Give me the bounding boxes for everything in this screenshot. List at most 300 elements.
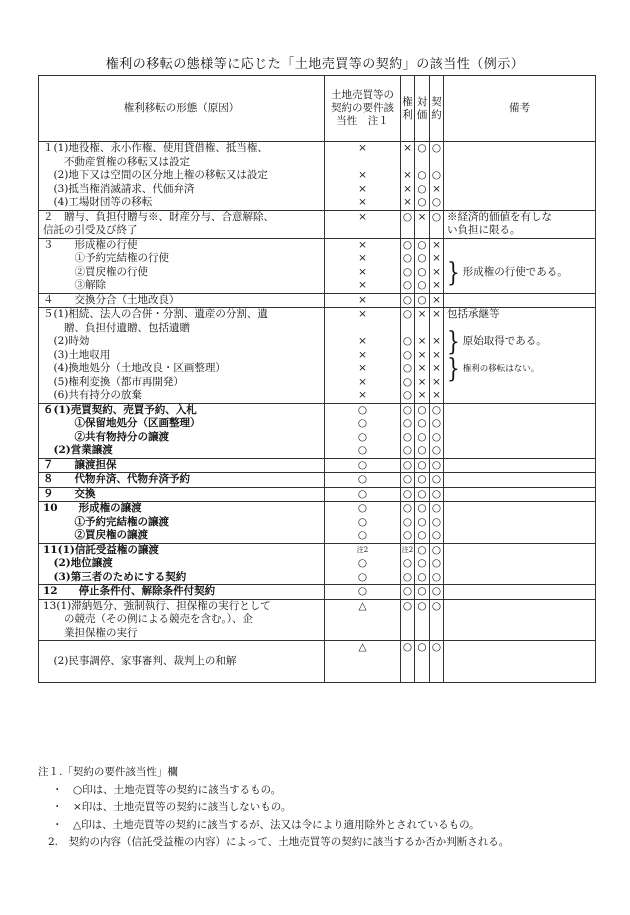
- consideration-mark-value: ○: [417, 458, 427, 471]
- right-mark-value: 注2: [401, 545, 414, 554]
- row-remarks: [444, 403, 596, 417]
- consideration-mark-value: ○: [417, 641, 427, 653]
- description-line: ①予約完結権の行使: [43, 252, 169, 264]
- table-row: [39, 349, 596, 363]
- header-requirement-line: 当性 注１: [336, 115, 389, 127]
- right-mark: [401, 238, 415, 252]
- requirement-mark-value: ○: [357, 403, 368, 416]
- row-description: [39, 210, 325, 238]
- table-row: [39, 362, 596, 376]
- row-remarks: [444, 238, 596, 252]
- right-mark-value: ○: [402, 389, 413, 401]
- requirement-mark: [325, 444, 401, 458]
- contract-mark-value: ○: [431, 169, 442, 181]
- remarks-line: [444, 389, 595, 403]
- consideration-mark: [415, 183, 430, 197]
- right-mark-value: ○: [402, 515, 413, 528]
- description-line: (2)時効: [43, 335, 90, 347]
- description-line: ②買戻権の譲渡: [43, 529, 148, 541]
- contract-mark: [430, 444, 444, 458]
- remarks-line: [444, 325, 595, 357]
- remarks-line: [444, 169, 595, 183]
- consideration-mark: [415, 266, 430, 280]
- table-row: [39, 308, 596, 336]
- table-row: [39, 183, 596, 197]
- right-mark: [401, 473, 415, 488]
- consideration-mark-value: ○: [417, 515, 427, 528]
- row-description: [39, 349, 325, 363]
- right-mark-value: ○: [402, 473, 413, 485]
- header-consideration-char: 価: [416, 108, 428, 121]
- table-row: [39, 502, 596, 516]
- table-row: [39, 252, 596, 266]
- contract-mark-value: ○: [431, 403, 442, 416]
- row-remarks: [444, 255, 596, 288]
- header-contract-char: 約: [431, 108, 442, 121]
- right-mark: [401, 516, 415, 530]
- right-mark: [401, 335, 415, 349]
- contract-mark: [430, 571, 444, 585]
- remarks-text: 権利の移転はない。: [462, 364, 540, 374]
- requirement-mark: [325, 362, 401, 376]
- table-row: [39, 458, 596, 473]
- description-line: 信託の引受及び終了: [43, 224, 138, 236]
- table-row: [39, 571, 596, 585]
- table-row: [39, 431, 596, 445]
- table-row: [39, 487, 596, 502]
- consideration-mark: [415, 543, 430, 557]
- requirement-mark-value: ×: [358, 210, 367, 223]
- description-line: ８ 代物弁済、代物弁済予約: [43, 473, 190, 485]
- contract-mark: [430, 641, 444, 683]
- right-mark-value: ○: [402, 444, 413, 456]
- row-description: [39, 502, 325, 516]
- row-remarks: [444, 196, 596, 210]
- contract-mark: [430, 308, 444, 336]
- requirement-mark-value: ○: [357, 458, 368, 471]
- contract-mark-value: ×: [432, 265, 441, 278]
- remarks-line: [444, 255, 595, 288]
- row-remarks: [444, 293, 596, 308]
- header-right-char: 利: [402, 108, 413, 121]
- requirement-mark-value: △: [358, 599, 367, 612]
- row-remarks: [444, 252, 596, 266]
- header-remarks: 備考: [444, 76, 596, 142]
- row-description: [39, 458, 325, 473]
- contract-mark-value: ○: [431, 570, 442, 583]
- right-mark-value: ×: [403, 196, 412, 208]
- row-remarks: [444, 529, 596, 543]
- requirement-mark: [325, 403, 401, 417]
- consideration-mark: [415, 238, 430, 252]
- requirement-mark: [325, 210, 401, 238]
- row-description: [39, 279, 325, 293]
- remarks-line: ※経済的価値を有しな: [447, 210, 552, 223]
- remarks-text: 原始取得である。: [462, 335, 547, 347]
- consideration-mark: [415, 417, 430, 431]
- contract-mark: [430, 473, 444, 488]
- contract-mark: [430, 502, 444, 516]
- right-mark: [401, 349, 415, 363]
- row-description: [39, 196, 325, 210]
- requirement-mark: [325, 585, 401, 600]
- requirement-mark-value: ○: [357, 557, 368, 569]
- table-row: [39, 543, 596, 557]
- contract-mark-value: ×: [432, 348, 441, 361]
- contract-mark: [430, 279, 444, 293]
- consideration-mark: [415, 349, 430, 363]
- description-line: ①予約完結権の譲渡: [43, 515, 169, 528]
- contract-mark: [430, 266, 444, 280]
- consideration-mark: [415, 516, 430, 530]
- right-mark: [401, 502, 415, 516]
- requirement-mark: [325, 529, 401, 543]
- contract-mark-value: ×: [432, 389, 441, 401]
- remarks-text: 形成権の行使である。: [462, 265, 568, 278]
- right-mark: [401, 403, 415, 417]
- consideration-mark-value: ×: [417, 308, 427, 320]
- consideration-mark-value: ○: [417, 293, 427, 306]
- row-description: [39, 543, 325, 557]
- description-line: ③解除: [43, 279, 106, 291]
- contract-mark-value: ○: [431, 543, 442, 556]
- consideration-mark: [415, 502, 430, 516]
- row-remarks: [444, 431, 596, 445]
- table-row: [39, 529, 596, 543]
- table-row: [39, 641, 596, 683]
- right-mark-value: ○: [402, 375, 413, 388]
- requirement-mark-value: ×: [358, 375, 367, 388]
- description-line: (6)共有持分の放棄: [43, 389, 142, 401]
- consideration-mark-value: ○: [417, 529, 427, 541]
- consideration-mark-value: ×: [417, 348, 427, 361]
- remarks-line: [444, 417, 595, 431]
- row-remarks: [444, 458, 596, 473]
- contract-mark: [430, 169, 444, 183]
- requirement-mark-value: ×: [358, 389, 367, 401]
- requirement-mark: [325, 238, 401, 252]
- consideration-mark-value: ○: [417, 417, 427, 429]
- requirement-mark: [325, 279, 401, 293]
- row-description: [39, 473, 325, 488]
- table-row: [39, 279, 596, 293]
- requirement-mark-value: 注2: [356, 545, 369, 554]
- requirement-mark-value: ○: [357, 487, 368, 500]
- requirement-mark-value: ×: [358, 169, 367, 181]
- description-line: 12 停止条件付、解除条件付契約: [43, 585, 216, 597]
- row-remarks: [444, 585, 596, 600]
- remarks-line: [444, 239, 595, 253]
- right-mark-value: ○: [402, 308, 413, 320]
- row-description: [39, 487, 325, 502]
- contract-mark: [430, 599, 444, 641]
- contract-mark-value: ○: [431, 196, 442, 208]
- right-mark-value: ○: [402, 335, 413, 347]
- row-description: [39, 335, 325, 349]
- table-row: [39, 376, 596, 390]
- description-line: (4)工場財団等の移転: [43, 196, 153, 208]
- row-remarks: [444, 376, 596, 390]
- row-description: [39, 376, 325, 390]
- right-mark: [401, 389, 415, 403]
- requirement-mark: [325, 431, 401, 445]
- consideration-mark: [415, 293, 430, 308]
- requirement-mark-value: ×: [358, 293, 367, 306]
- description-line: [39, 641, 324, 655]
- row-remarks: [444, 308, 596, 336]
- table-row: [39, 196, 596, 210]
- contract-mark: [430, 238, 444, 252]
- contract-mark-value: ○: [431, 417, 442, 429]
- right-mark-value: ×: [403, 182, 412, 195]
- requirement-mark: [325, 641, 401, 683]
- consideration-mark-value: ○: [417, 444, 427, 456]
- consideration-mark: [415, 599, 430, 641]
- contract-mark-value: ×: [432, 375, 441, 388]
- contract-mark: [430, 252, 444, 266]
- contract-mark-value: ○: [431, 641, 442, 653]
- row-remarks: [444, 349, 596, 363]
- right-mark-value: ○: [402, 417, 413, 429]
- requirement-mark-value: ×: [358, 238, 367, 251]
- right-mark-value: ○: [402, 641, 413, 653]
- row-remarks: [444, 599, 596, 641]
- table-row: [39, 403, 596, 417]
- right-mark: [401, 210, 415, 238]
- notes: [38, 764, 509, 852]
- remarks-line: [444, 529, 595, 543]
- requirement-mark-value: ○: [357, 417, 368, 429]
- requirement-mark: [325, 458, 401, 473]
- contract-mark: [430, 293, 444, 308]
- consideration-mark-value: ○: [417, 142, 427, 154]
- contract-mark-value: ○: [431, 599, 442, 612]
- contract-mark-value: ○: [431, 502, 442, 514]
- header-consideration: [415, 76, 430, 142]
- consideration-mark-value: ○: [417, 238, 427, 251]
- right-mark: [401, 641, 415, 683]
- consideration-mark: [415, 142, 430, 170]
- table-row: [39, 169, 596, 183]
- consideration-mark-value: ○: [417, 430, 427, 443]
- row-description: [39, 169, 325, 183]
- table-body: [39, 142, 596, 683]
- remarks-line: [444, 544, 595, 558]
- requirement-mark: [325, 308, 401, 336]
- consideration-mark-value: ○: [417, 403, 427, 416]
- right-mark-value: ○: [402, 487, 413, 500]
- requirement-mark: [325, 183, 401, 197]
- consideration-mark: [415, 210, 430, 238]
- table-row: [39, 238, 596, 252]
- header-right-char: 権: [402, 95, 413, 108]
- header-form: 権利移転の形態（原因）: [39, 76, 325, 142]
- description-line: ３ 形成権の行使: [43, 238, 138, 251]
- requirement-mark-value: ○: [357, 585, 368, 597]
- consideration-mark: [415, 169, 430, 183]
- right-mark: [401, 252, 415, 266]
- row-description: [39, 252, 325, 266]
- remarks-line: [444, 641, 595, 655]
- requirement-mark: [325, 266, 401, 280]
- header-consideration-char: 対: [416, 95, 428, 108]
- remarks-line: [444, 349, 595, 363]
- table-row: [39, 599, 596, 641]
- consideration-mark: [415, 252, 430, 266]
- contract-mark: [430, 543, 444, 557]
- right-mark: [401, 169, 415, 183]
- right-mark: [401, 417, 415, 431]
- row-description: [39, 641, 325, 683]
- requirement-mark: [325, 196, 401, 210]
- row-remarks: [444, 502, 596, 516]
- consideration-mark: [415, 487, 430, 502]
- contract-mark: [430, 529, 444, 543]
- table-row: [39, 557, 596, 571]
- header-requirement-line: 契約の要件該: [331, 102, 394, 114]
- consideration-mark-value: ○: [417, 196, 427, 208]
- row-remarks: [444, 417, 596, 431]
- consideration-mark: [415, 308, 430, 336]
- note-item: ・ ○印は、土地売買等の契約に該当するもの。: [52, 783, 282, 796]
- consideration-mark: [415, 557, 430, 571]
- description-line: ４ 交換分合（土地改良）: [43, 293, 180, 306]
- consideration-mark-value: ○: [417, 557, 427, 569]
- description-line: 不動産質権の移転又は設定: [43, 155, 190, 168]
- right-mark: [401, 571, 415, 585]
- description-line: ９ 交換: [43, 487, 96, 500]
- remarks-line: [444, 183, 595, 197]
- row-description: [39, 238, 325, 252]
- contract-mark-value: ×: [432, 252, 441, 264]
- consideration-mark-value: ○: [417, 487, 427, 500]
- description-line: ①保留地処分（区画整理）: [43, 417, 201, 429]
- row-remarks: [444, 516, 596, 530]
- description-line: 贈、負担付遺贈、包括遺贈: [43, 321, 190, 334]
- right-mark-value: ○: [402, 265, 413, 278]
- contract-mark: [430, 196, 444, 210]
- remarks-line: [444, 585, 595, 599]
- remarks-line: [444, 488, 595, 502]
- description-line: (2)民事調停、家事審判、裁判上の和解: [43, 654, 237, 667]
- description-line: 13(1)滞納処分、強制執行、担保権の実行として: [43, 599, 271, 612]
- requirement-mark: [325, 502, 401, 516]
- table-row: [39, 389, 596, 403]
- requirement-mark-value: ×: [358, 335, 367, 347]
- contract-mark-value: ○: [431, 557, 442, 569]
- right-mark: [401, 585, 415, 600]
- requirement-mark: [325, 557, 401, 571]
- description-line: ②買戻権の行使: [43, 265, 148, 278]
- requirement-mark-value: ○: [357, 473, 368, 485]
- row-description: [39, 431, 325, 445]
- note2: 2. 契約の内容（信託受益権の内容）によって、土地売買等の契約に該当するか否か判断される。: [48, 836, 510, 848]
- right-mark: [401, 266, 415, 280]
- requirement-mark: [325, 252, 401, 266]
- remarks-line: [444, 473, 595, 487]
- contract-mark-value: ×: [432, 238, 441, 251]
- description-line: の競売（その例による競売を含む。）、企: [43, 613, 253, 625]
- remarks-line: [444, 352, 595, 384]
- contract-mark-value: ○: [431, 444, 442, 456]
- row-remarks: [444, 325, 596, 357]
- consideration-mark: [415, 529, 430, 543]
- description-line: (4)換地処分（土地改良・区画整理）: [43, 362, 226, 374]
- contract-mark-value: ○: [431, 529, 442, 541]
- row-description: [39, 308, 325, 336]
- requirement-mark-value: ×: [358, 362, 367, 374]
- right-mark: [401, 458, 415, 473]
- requirement-mark-value: △: [358, 641, 367, 653]
- right-mark-value: ○: [402, 403, 413, 416]
- row-remarks: [444, 183, 596, 197]
- requirement-mark-value: ○: [357, 502, 368, 514]
- table-row: [39, 585, 596, 600]
- row-description: [39, 183, 325, 197]
- contract-mark: [430, 417, 444, 431]
- remarks-line: [444, 431, 595, 445]
- description-line: ２ 贈与、負担付贈与※、財産分与、合意解除、: [43, 210, 274, 223]
- contract-mark: [430, 335, 444, 349]
- row-description: [39, 444, 325, 458]
- consideration-mark-value: ○: [417, 585, 427, 597]
- right-mark: [401, 279, 415, 293]
- right-mark: [401, 599, 415, 641]
- requirement-mark-value: ×: [358, 348, 367, 361]
- remarks-line: [444, 142, 595, 156]
- description-line: (2)地位譲渡: [43, 557, 113, 569]
- requirement-mark-value: ×: [358, 265, 367, 278]
- contract-mark: [430, 349, 444, 363]
- contract-mark-value: ×: [432, 308, 441, 320]
- right-mark: [401, 529, 415, 543]
- row-description: [39, 529, 325, 543]
- right-mark: [401, 431, 415, 445]
- right-mark-value: ○: [402, 557, 413, 569]
- consideration-mark: [415, 376, 430, 390]
- requirement-mark-value: ×: [358, 182, 367, 195]
- remarks-line: [444, 376, 595, 390]
- row-description: [39, 599, 325, 641]
- contract-mark-value: ○: [431, 430, 442, 443]
- consideration-mark: [415, 335, 430, 349]
- row-remarks: [444, 641, 596, 683]
- description-line: ②共有物持分の譲渡: [43, 430, 169, 443]
- brace-icon: }: [447, 352, 460, 384]
- requirement-mark: [325, 293, 401, 308]
- description-line: 11(1)信託受益権の譲渡: [43, 543, 159, 556]
- requirement-mark: [325, 473, 401, 488]
- remarks-line: [444, 196, 595, 210]
- right-mark-value: ○: [402, 529, 413, 541]
- contract-mark: [430, 142, 444, 170]
- right-mark: [401, 308, 415, 336]
- consideration-mark-value: ○: [417, 473, 427, 485]
- consideration-mark-value: ○: [417, 543, 427, 556]
- remarks-line: [444, 516, 595, 530]
- requirement-mark: [325, 516, 401, 530]
- table-row: [39, 335, 596, 349]
- requirement-mark: [325, 142, 401, 170]
- consideration-mark-value: ○: [417, 182, 427, 195]
- requirement-mark: [325, 349, 401, 363]
- header-contract: [430, 76, 444, 142]
- page-title: 権利の移転の態様等に応じた「土地売買等の契約」の該当性（例示）: [105, 57, 525, 72]
- consideration-mark-value: ○: [417, 570, 427, 583]
- contract-mark: [430, 487, 444, 502]
- description-line: (5)権利変換（都市再開発）: [43, 375, 184, 388]
- row-description: [39, 557, 325, 571]
